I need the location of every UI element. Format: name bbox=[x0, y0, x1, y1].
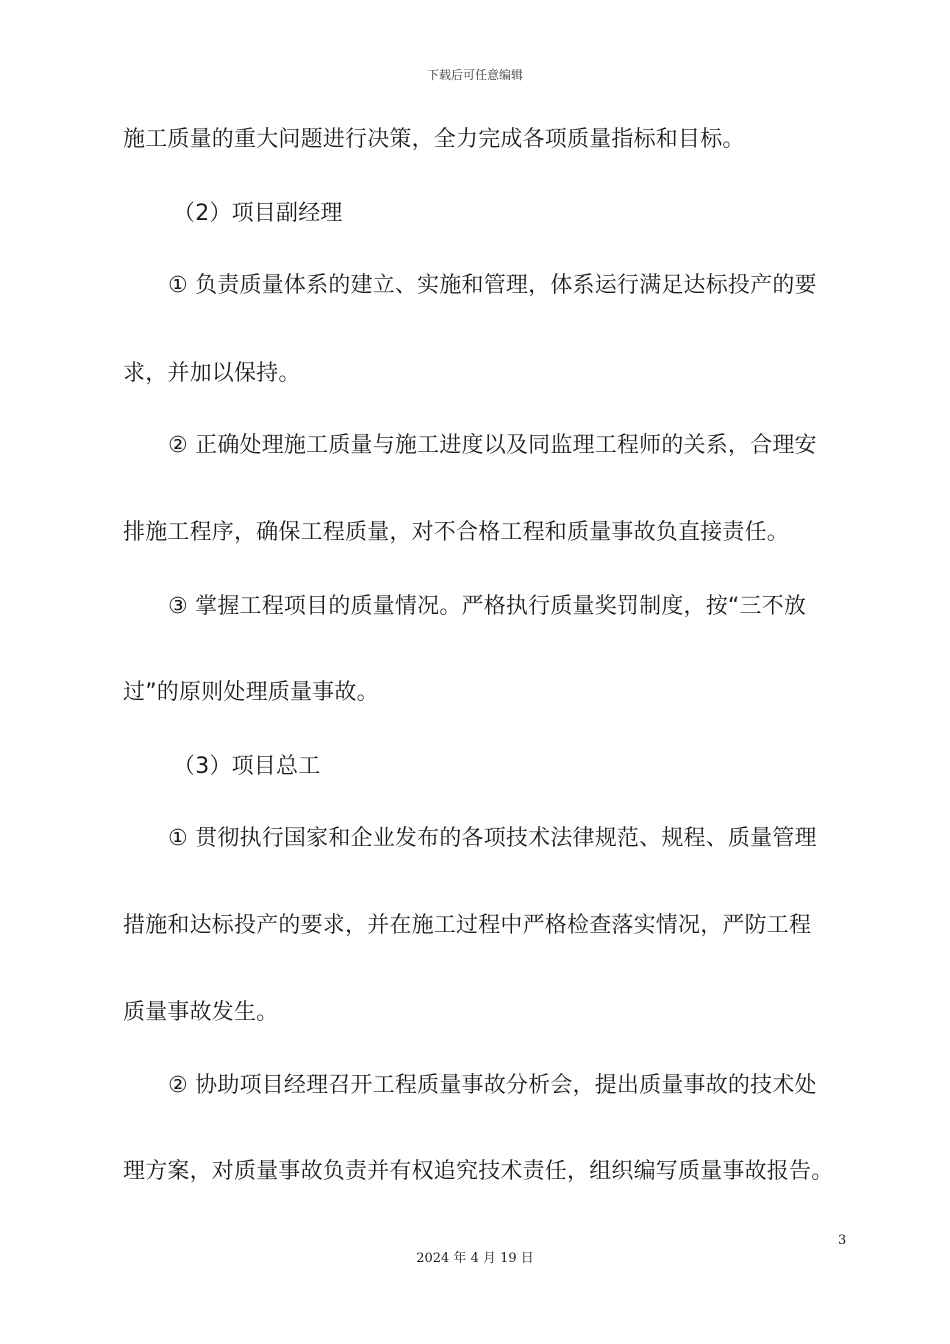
page-header-note: 下载后可任意编辑 bbox=[426, 68, 523, 82]
paragraph-line: 质量事故发生。 bbox=[123, 1000, 279, 1025]
paragraph-line: 排施工程序，确保工程质量，对不合格工程和质量事故负直接责任。 bbox=[123, 520, 790, 545]
section-heading: （2）项目副经理 bbox=[173, 201, 343, 226]
paragraph-line: ② 正确处理施工质量与施工进度以及同监理工程师的关系，合理安 bbox=[168, 433, 817, 458]
section-heading: （3）项目总工 bbox=[173, 754, 321, 779]
paragraph-line: ① 贯彻执行国家和企业发布的各项技术法律规范、规程、质量管理 bbox=[168, 826, 817, 851]
paragraph-line: 措施和达标投产的要求，并在施工过程中严格检查落实情况，严防工程 bbox=[123, 913, 812, 938]
paragraph-line: 理方案，对质量事故负责并有权追究技术责任，组织编写质量事故报告。 bbox=[123, 1159, 834, 1184]
footer-date: 2024 年 4 月 19 日 bbox=[416, 1251, 534, 1266]
page-number: 3 bbox=[838, 1233, 847, 1248]
paragraph-line: ① 负责质量体系的建立、实施和管理，体系运行满足达标投产的要 bbox=[168, 273, 817, 298]
paragraph-line: 施工质量的重大问题进行决策，全力完成各项质量指标和目标。 bbox=[123, 127, 745, 152]
paragraph-line: 过”的原则处理质量事故。 bbox=[123, 680, 379, 705]
paragraph-line: ② 协助项目经理召开工程质量事故分析会，提出质量事故的技术处 bbox=[168, 1073, 817, 1098]
paragraph-line: ③ 掌握工程项目的质量情况。严格执行质量奖罚制度，按“三不放 bbox=[168, 594, 807, 619]
paragraph-line: 求，并加以保持。 bbox=[123, 361, 301, 386]
